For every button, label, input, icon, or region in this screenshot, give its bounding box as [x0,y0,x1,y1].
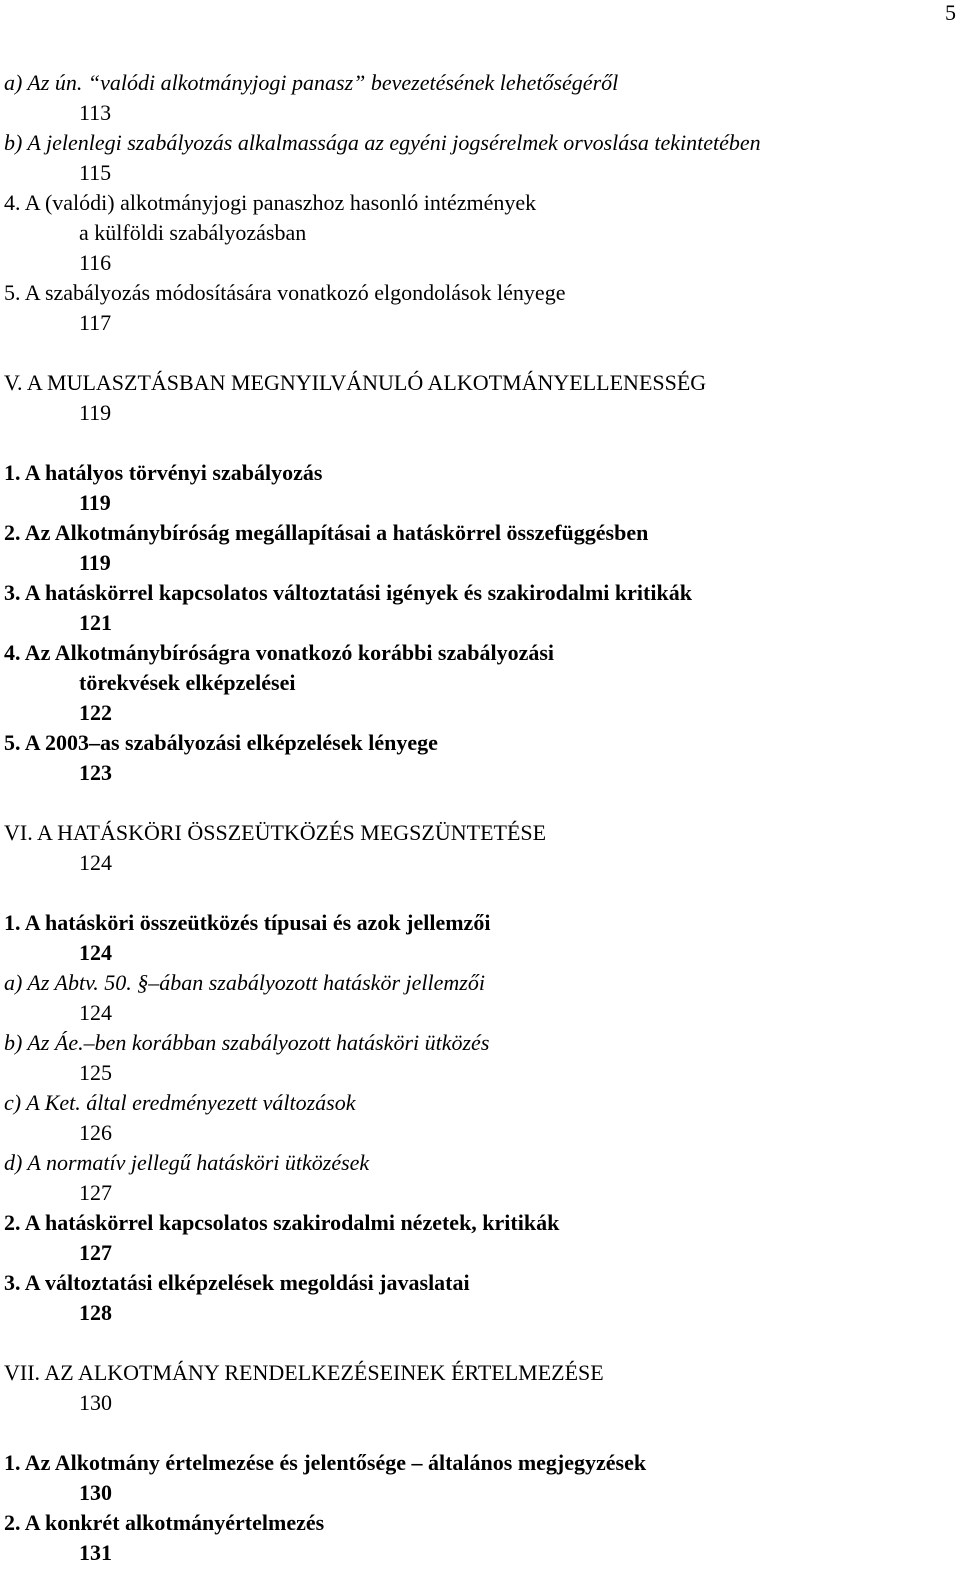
toc-entry-title: 3. A hatáskörrel kapcsolatos változtatási igények és szakirodalmi kritikák [4,580,692,605]
toc-entry [4,1088,944,1148]
toc-entry-title: 1. A hatásköri összeütközés típusai és azok jellemzői [4,910,491,935]
toc-entry-title: 5. A 2003–as szabályozási elképzelések lényege [4,730,438,755]
table-of-contents [4,68,944,1568]
page-number: 5 [945,0,956,25]
toc-entry [4,188,944,278]
toc-entry-page: 119 [79,550,111,575]
toc-entry-page: 122 [79,700,112,725]
toc-entry-title: c) A Ket. által eredményezett változások [4,1090,356,1115]
toc-entry-page: 131 [79,1540,112,1565]
toc-entry-title: V. A MULASZTÁSBAN MEGNYILVÁNULÓ ALKOTMÁNYELLENESSÉG [4,370,707,395]
toc-entry-title-continuation: törekvések elképzelései [79,670,296,695]
toc-chapter-entry [4,1358,944,1418]
toc-entry [4,908,944,968]
toc-entry-page: 130 [79,1480,112,1505]
toc-entry-page: 124 [79,940,112,965]
toc-entry [4,1268,944,1328]
toc-entry-title: b) A jelenlegi szabályozás alkalmassága az egyéni jogsérelmek orvoslása tekintetében [4,130,761,155]
toc-entry-page: 116 [79,250,112,275]
toc-entry-title: 3. A változtatási elképzelések megoldási javaslatai [4,1270,470,1295]
toc-entry-page: 123 [79,760,112,785]
toc-entry-title: VII. AZ ALKOTMÁNY RENDELKEZÉSEINEK ÉRTELMEZÉSE [4,1360,604,1385]
toc-entry-page: 130 [79,1390,112,1415]
toc-entry-page: 127 [79,1240,112,1265]
toc-entry-title: 1. A hatályos törvényi szabályozás [4,460,323,485]
toc-entry-title: 5. A szabályozás módosítására vonatkozó elgondolások lényege [4,280,566,305]
toc-entry-page: 119 [79,400,112,425]
toc-entry [4,1448,944,1508]
toc-entry-title: 4. A (valódi) alkotmányjogi panaszhoz hasonló intézmények [4,190,537,215]
toc-entry-title: 1. Az Alkotmány értelmezése és jelentősége – általános megjegyzések [4,1450,647,1475]
toc-entry-page: 128 [79,1300,112,1325]
toc-entry-title: a) Az ún. “valódi alkotmányjogi panasz” bevezetésének lehetőségéről [4,70,619,95]
toc-entry [4,728,944,788]
toc-entry [4,458,944,518]
toc-entry-page: 124 [79,1000,112,1025]
toc-entry [4,1508,944,1568]
toc-entry-title: VI. A HATÁSKÖRI ÖSSZEÜTKÖZÉS MEGSZÜNTETÉSE [4,820,547,845]
toc-entry-page: 117 [79,310,112,335]
toc-entry [4,68,944,128]
toc-entry [4,1148,944,1208]
toc-entry-title: 4. Az Alkotmánybíróságra vonatkozó korábbi szabályozási [4,640,555,665]
toc-entry-page: 121 [79,610,112,635]
toc-entry [4,1208,944,1268]
toc-entry-page: 113 [79,100,112,125]
toc-chapter-entry [4,368,944,428]
toc-entry [4,968,944,1028]
toc-entry-page: 115 [79,160,112,185]
toc-entry-title: 2. Az Alkotmánybíróság megállapításai a hatáskörrel összefüggésben [4,520,649,545]
toc-entry-page: 119 [79,490,111,515]
toc-entry-title: b) Az Áe.–ben korábban szabályozott hatásköri ütközés [4,1030,490,1055]
toc-entry-page: 126 [79,1120,112,1145]
toc-entry [4,278,944,338]
toc-entry-title: a) Az Abtv. 50. §–ában szabályozott hatáskör jellemzői [4,970,485,995]
toc-entry-title: 2. A konkrét alkotmányértelmezés [4,1510,325,1535]
toc-entry-page: 124 [79,850,112,875]
toc-entry-title: d) A normatív jellegű hatásköri ütközések [4,1150,370,1175]
toc-entry [4,518,944,578]
toc-entry-page: 125 [79,1060,112,1085]
toc-entry [4,1028,944,1088]
toc-entry-title-continuation: a külföldi szabályozásban [79,220,307,245]
toc-entry [4,128,944,188]
toc-entry-title: 2. A hatáskörrel kapcsolatos szakirodalmi nézetek, kritikák [4,1210,560,1235]
toc-entry [4,578,944,638]
toc-entry [4,638,944,728]
toc-chapter-entry [4,818,944,878]
toc-entry-page: 127 [79,1180,112,1205]
